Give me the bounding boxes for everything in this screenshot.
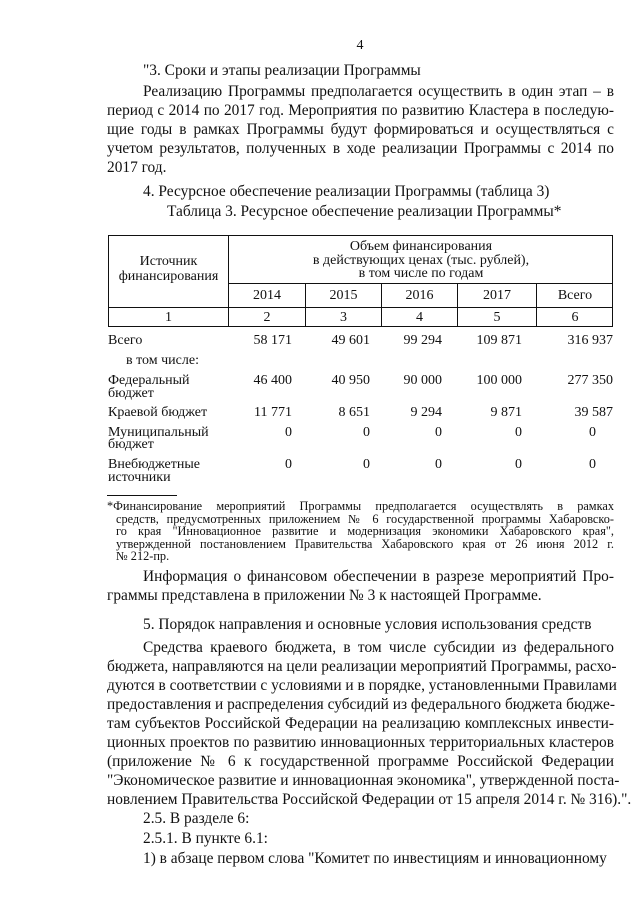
volume-header-line: Объем финансирования	[349, 239, 493, 254]
volume-header	[229, 240, 613, 281]
row-value: 90 000	[403, 373, 442, 388]
row-value: 0	[589, 457, 596, 472]
year-header: 2014	[253, 288, 281, 303]
row-value: 100 000	[476, 373, 522, 388]
row-value: 58 171	[253, 333, 292, 348]
row-value: 277 350	[567, 373, 613, 388]
section5-line: (приложение № 6 к государственной программе Российской Федерации	[107, 753, 614, 770]
year-header: Всего	[557, 288, 593, 303]
section5-line: ционных проектов по развитию инновационных территориальных кластеров	[107, 734, 614, 751]
volume-header-line: в действующих ценах (тыс. рублей),	[312, 252, 530, 268]
row-value: 316 937	[567, 333, 613, 348]
page-number: 4	[356, 38, 364, 53]
row-value: 0	[515, 457, 522, 472]
row-value: 109 871	[476, 333, 522, 348]
volume-header-line: в том числе по годам	[358, 266, 484, 281]
row-value: 0	[435, 425, 442, 440]
column-number: 6	[571, 310, 579, 325]
section5-line: бюджета, направляются на цели реализации мероприятий Программы, расхо-	[107, 658, 617, 675]
row-value: 0	[435, 457, 442, 472]
row-value: 9 871	[490, 405, 522, 420]
row-value: 11 771	[254, 405, 292, 420]
year-header: 2017	[483, 288, 511, 303]
section3-line: 2017 год.	[107, 159, 167, 176]
row-name: Краевой бюджет	[108, 405, 208, 420]
section3-line: учетом результатов, полученных в ходе реализации Программы с 2014 по	[107, 140, 614, 157]
row-value: 40 950	[331, 373, 370, 388]
row-value: 46 400	[253, 373, 292, 388]
year-header: 2015	[329, 288, 358, 303]
section3-line: Реализацию Программы предполагается осуществить в один этап – в	[143, 83, 614, 100]
row-name: Муниципальный	[108, 425, 209, 440]
footnote-line: № 212-пр.	[116, 549, 170, 563]
year-header: 2016	[405, 288, 434, 303]
row-name: Внебюджетные	[108, 457, 200, 472]
info-line: Информация о финансовом обеспечении в разрезе мероприятий Про-	[143, 568, 614, 585]
info-paragraph	[107, 567, 614, 605]
section5-line: дуются в соответствии с условиями и в порядке, установленными Правилами	[107, 677, 617, 694]
section5-line: там субъектов Российской Федерации на реализацию комплексных инвести-	[107, 715, 614, 732]
row-value: 0	[515, 425, 522, 440]
footnote	[107, 500, 614, 563]
footnote-separator	[107, 495, 177, 496]
source-header-line: финансирования	[118, 269, 219, 284]
row-name-cont: бюджет	[108, 386, 154, 401]
row-name: в том числе:	[126, 353, 199, 368]
section5-line: новлением Правительства Российской Федерации от 15 апреля 2014 г. № 316).".	[107, 791, 632, 808]
column-number: 2	[263, 310, 271, 325]
section5-line: предоставления и распределения субсидий из федерального бюджета бюдже-	[107, 696, 615, 713]
item-2-5-1: 2.5.1. В пункте 6.1:	[143, 830, 268, 847]
section5-line: "Экономическое развитие и инновационная экономика", утвержденной поста-	[107, 772, 620, 789]
column-number: 5	[493, 310, 501, 325]
row-value: 0	[285, 457, 292, 472]
row-name: Федеральный	[108, 373, 190, 388]
section3-title: "3. Сроки и этапы реализации Программы	[143, 62, 421, 79]
item-1: 1) в абзаце первом слова "Комитет по инвестициям и инновационному	[143, 850, 607, 867]
row-value: 9 294	[410, 405, 442, 420]
row-value: 8 651	[338, 405, 370, 420]
financing-table-header	[108, 235, 613, 327]
row-value: 0	[589, 425, 596, 440]
footnote-line: утвержденной постановлением Правительства Хабаровского края от 26 июня 2012 г.	[116, 536, 614, 551]
table-caption: Таблица 3. Ресурсное обеспечение реализации Программы*	[167, 203, 562, 220]
footnote-line: го края "Инновационное развитие и модернизация экономики Хабаровского края",	[116, 524, 614, 538]
info-line: граммы представлена в приложении № 3 к настоящей Программе.	[107, 587, 542, 604]
row-name: Всего	[108, 333, 143, 348]
row-value: 39 587	[574, 405, 613, 420]
row-value: 99 294	[403, 333, 442, 348]
section5-line: Средства краевого бюджета, в том числе субсидии из федерального	[143, 639, 614, 656]
row-value: 0	[285, 425, 292, 440]
row-name-cont: источники	[108, 470, 171, 485]
source-header	[109, 254, 228, 284]
section5-title: 5. Порядок направления и основные условия использования средств	[143, 616, 592, 633]
source-header-line: Источник	[139, 254, 198, 269]
section3-line: щие годы в рамках Программы будут формироваться и осуществляться с	[107, 121, 614, 138]
row-name-cont: бюджет	[108, 437, 154, 452]
row-value: 0	[363, 457, 370, 472]
column-number: 1	[165, 310, 172, 325]
section4-title: 4. Ресурсное обеспечение реализации Программы (таблица 3)	[143, 183, 550, 200]
section3-paragraph	[107, 82, 614, 177]
column-number: 4	[416, 310, 423, 325]
footnote-line: *Финансирование мероприятий Программы предполагается осуществлять в рамках	[107, 499, 614, 513]
item-2-5: 2.5. В разделе 6:	[143, 810, 250, 827]
footnote-line: средств, предусмотренных приложением № 6 государственной программы Хабаровско-	[116, 511, 614, 526]
column-number: 3	[340, 310, 347, 325]
section5-paragraph	[107, 638, 632, 809]
section3-line: период с 2014 по 2017 год. Мероприятия по развитию Кластера в последую-	[107, 102, 614, 119]
row-value: 0	[363, 425, 370, 440]
row-value: 49 601	[331, 333, 370, 348]
